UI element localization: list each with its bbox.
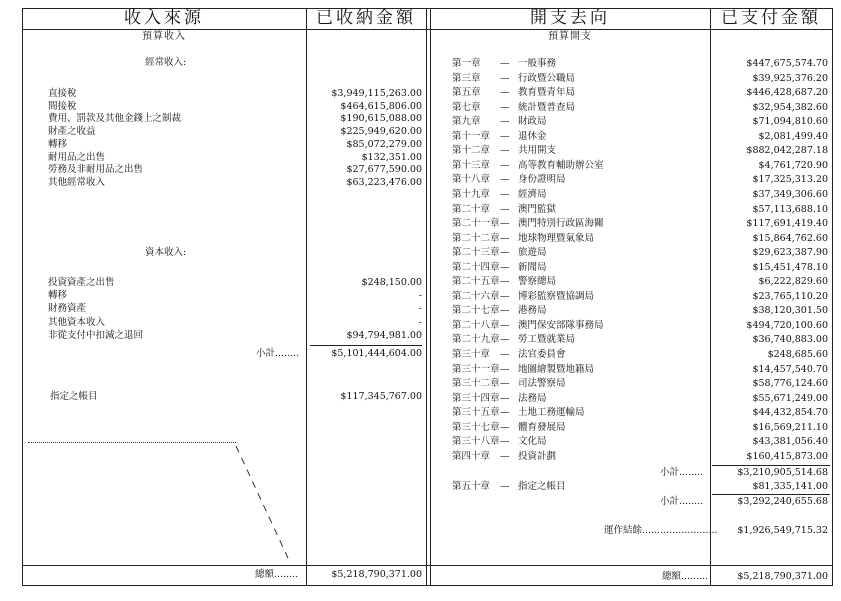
expense-chapter: 第二十章 (452, 203, 491, 215)
expense-chapter: 第二十二章 (452, 232, 500, 244)
expense-label: 文化局 (518, 436, 547, 448)
expense-chapter: 第二十八章 (452, 319, 500, 331)
expense-item: 第三十八章— 文化局 (452, 436, 547, 448)
expense-label: 警察總局 (518, 276, 557, 288)
expense-value: $117,691,419.40 (746, 218, 828, 230)
expense-chapter: 第三十七章 (452, 421, 500, 433)
expense-value: $882,042,287.18 (746, 145, 828, 157)
expense-item: 第五章 — 教育暨青年局 (452, 87, 576, 99)
income-capital-label: 其他資本收入 (48, 316, 106, 328)
income-capital-label: 轉移 (48, 290, 68, 302)
expense-label: 統計暨普查局 (518, 101, 576, 113)
income-capital-value: - (418, 303, 422, 315)
income-item-value: $225,949,620.00 (340, 126, 422, 138)
expense-value: $15,864,762.60 (752, 232, 828, 244)
header-expense-destination: 開支去向 (530, 8, 610, 28)
expense-subtotal2-rule (712, 494, 830, 495)
expense-item: 第一章 — 一般事務 (452, 58, 557, 69)
expense-label: 一般事務 (518, 58, 557, 69)
income-item-value: $464,615,806.00 (340, 100, 422, 112)
expense-label: 身份證明局 (518, 174, 566, 186)
expense-item: 第三十七章— 體育發展局 (452, 421, 566, 433)
expense-item: 第二十八章— 澳門保安部隊事務局 (452, 319, 604, 331)
income-item-label: 耐用品之出售 (48, 151, 106, 163)
income-item-label: 財產之收益 (48, 126, 96, 138)
expense-label: 行政暨公職局 (518, 72, 576, 84)
income-capital-value: - (418, 316, 422, 328)
income-item-label: 直接稅 (48, 88, 77, 99)
expense-label: 勞工暨就業局 (518, 334, 576, 346)
income-current-title: 經常收入: (145, 57, 187, 68)
expense-subtotal2-label: 小計........ (660, 496, 704, 507)
expense-label: 退休金 (518, 130, 547, 142)
expense-item: 第三十二章— 司法警察局 (452, 378, 566, 390)
income-dashed-slash (232, 444, 294, 562)
expense-chapter: 第三十五章 (452, 407, 500, 419)
expense-item: 第十二章 — 共用開支 (452, 145, 557, 157)
header-received: 已收納金額 (316, 8, 416, 28)
expense-value: $29,623,387.90 (752, 247, 828, 259)
expense-designated-chapter: 第五十章 (452, 481, 491, 492)
expense-value: $6,222,829.60 (758, 276, 828, 288)
expense-value: $43,381,056.40 (752, 436, 828, 448)
expense-label: 地圖繪製暨地籍局 (518, 363, 595, 375)
expense-label: 港務局 (518, 305, 547, 317)
expense-subtotal1-rule (712, 465, 830, 466)
expense-value: $23,765,110.20 (752, 290, 828, 302)
income-item-label: 轉移 (48, 138, 68, 150)
expense-value: $39,925,376.20 (752, 72, 828, 84)
expense-item: 第二十二章— 地球物理暨氣象局 (452, 232, 595, 244)
income-item-value: $3,949,115,263.00 (331, 88, 422, 99)
expense-chapter: 第二十七章 (452, 305, 500, 317)
expense-label: 旅遊局 (518, 247, 547, 259)
expense-subtotal2-label-text: 小計 (660, 496, 680, 507)
expense-chapter: 第三十一章 (452, 363, 500, 375)
income-total-label-text: 總額 (255, 569, 275, 580)
expense-chapter: 第二十六章 (452, 290, 500, 302)
income-item-value: $63,223,476.00 (346, 176, 422, 188)
expense-item: 第三十一章— 地圖繪製暨地籍局 (452, 363, 595, 375)
expense-value: $4,761,720.90 (758, 159, 828, 171)
expense-value: $14,457,540.70 (752, 363, 828, 375)
expense-chapter: 第二十五章 (452, 276, 500, 288)
expense-chapter: 第十二章 (452, 145, 491, 157)
expense-label: 澳門監獄 (518, 203, 557, 215)
expense-value: $32,954,382.60 (752, 101, 828, 113)
income-capital-label: 財務資產 (48, 303, 87, 315)
income-designated-value: $117,345,767.00 (340, 391, 422, 402)
expense-label: 博彩監察暨協調局 (518, 290, 595, 302)
expense-value: $57,113,688.10 (752, 203, 828, 215)
expense-label: 地球物理暨氣象局 (518, 232, 595, 244)
expense-value: $55,671,249.00 (752, 392, 828, 404)
expense-subtotal1-label: 小計........ (660, 467, 704, 478)
column-divider-middle-b (430, 8, 431, 586)
expense-item: 第二十章 — 澳門監獄 (452, 203, 557, 215)
income-item-value: $85,072,279.00 (346, 138, 422, 150)
expense-value: $37,349,306.60 (752, 188, 828, 200)
expense-item: 第四十章 — 投資計劃 (452, 450, 557, 462)
income-capital-title: 資本收入: (145, 247, 187, 258)
expense-chapter: 第九章 (452, 116, 481, 128)
expense-label: 體育發展局 (518, 421, 566, 433)
expense-item: 第十一章 — 退休金 (452, 130, 547, 142)
expense-label: 共用開支 (518, 145, 557, 157)
expense-chapter: 第三十章 (452, 349, 491, 360)
header-paid: 已支付金額 (721, 8, 821, 28)
expense-item: 第二十一章— 澳門特別行政區海關 (452, 218, 604, 230)
income-item-label: 其他經常收入 (48, 176, 106, 188)
expense-value: $17,325,313.20 (752, 174, 828, 186)
right-border (832, 8, 833, 586)
income-subtotal-value: $5,101,444,604.00 (331, 348, 422, 359)
expense-value: $2,081,499.40 (758, 130, 828, 142)
expense-chapter: 第一章 (452, 58, 481, 69)
expense-value: $16,569,211.10 (752, 421, 828, 433)
expense-chapter: 第五章 (452, 87, 481, 99)
expense-label: 高等教育輔助辦公室 (518, 159, 604, 171)
expense-label: 土地工務運輸局 (518, 407, 585, 419)
expense-value: $447,675,574.70 (746, 58, 828, 69)
expense-label: 澳門保安部隊事務局 (518, 319, 604, 331)
expense-designated-row: 第五十章 — 指定之帳目 (452, 481, 566, 492)
income-capital-value: $94,794,981.00 (346, 329, 422, 341)
expense-value: $494,720,100.60 (746, 319, 828, 331)
expense-value: $446,428,687.20 (746, 87, 828, 99)
expense-chapter: 第二十一章 (452, 218, 500, 230)
expense-value: $71,094,810.60 (752, 116, 828, 128)
expense-value: $44,432,854.70 (752, 407, 828, 419)
expense-total-label: 總額......... (662, 571, 709, 582)
expense-chapter: 第三章 (452, 72, 481, 84)
expense-label: 澳門特別行政區海關 (518, 218, 604, 230)
expense-item: 第十八章 — 身份證明局 (452, 174, 566, 186)
income-capital-label: 投資資產之出售 (48, 277, 115, 288)
expense-chapter: 第二十四章 (452, 261, 500, 273)
expense-item: 第十九章 — 經濟局 (452, 188, 547, 200)
expense-chapter: 第十三章 (452, 159, 491, 171)
expense-balance-label-text: 運作結餘 (604, 525, 643, 536)
expense-value: $248,685.60 (767, 349, 828, 360)
expense-label: 法務局 (518, 392, 547, 404)
income-item-label: 間接稅 (48, 100, 77, 112)
expense-chapter: 第七章 (452, 101, 481, 113)
expense-subtotal1-value: $3,210,905,514.68 (737, 467, 828, 478)
expense-chapter: 第三十八章 (452, 436, 500, 448)
footer-bottom-line (22, 585, 833, 586)
expense-label: 投資計劃 (518, 450, 557, 462)
expense-chapter: 第四十章 (452, 450, 491, 462)
income-subtotal-label: 小計........ (256, 348, 300, 359)
expense-chapter: 第十九章 (452, 188, 491, 200)
expense-chapter: 第三十二章 (452, 378, 500, 390)
income-subtotal-rule (310, 345, 422, 346)
expense-chapter: 第十一章 (452, 130, 491, 142)
expense-label: 財政局 (518, 116, 547, 128)
expense-total-label-text: 總額 (662, 571, 682, 582)
expense-item: 第三十章 — 法官委員會 (452, 349, 566, 360)
expense-item: 第十三章 — 高等教育輔助辦公室 (452, 159, 604, 171)
expense-label: 教育暨青年局 (518, 87, 576, 99)
expense-item: 第三十四章— 法務局 (452, 392, 547, 404)
expense-subtotal1-label-text: 小計 (660, 467, 680, 478)
expense-balance-label: 運作結餘......................... (604, 525, 718, 536)
left-border (22, 8, 23, 586)
expense-item: 第二十三章— 旅遊局 (452, 247, 547, 259)
expense-item: 第二十四章— 新聞局 (452, 261, 547, 273)
expense-total-value: $5,218,790,371.00 (737, 571, 828, 582)
income-item-value: $190,615,088.00 (340, 113, 422, 125)
expense-chapter: 第三十四章 (452, 392, 500, 404)
column-divider-middle-a (426, 8, 427, 586)
expense-label: 經濟局 (518, 188, 547, 200)
expense-item: 第三章 — 行政暨公職局 (452, 72, 576, 84)
expense-value: $58,776,124.60 (752, 378, 828, 390)
header-income-source: 收入來源 (124, 8, 204, 28)
income-item-value: $27,677,590.00 (346, 164, 422, 176)
expense-subtotal2-value: $3,292,240,655.68 (737, 496, 828, 507)
expense-value: $38,120,301.50 (752, 305, 828, 317)
expense-label: 司法警察局 (518, 378, 566, 390)
expense-chapter: 第二十九章 (452, 334, 500, 346)
expense-item: 第九章 — 財政局 (452, 116, 547, 128)
income-item-label: 費用、罰款及其他金錢上之制裁 (48, 113, 182, 125)
income-item-label: 勞務及非耐用品之出售 (48, 164, 144, 176)
footer-top-line (22, 565, 833, 566)
expense-item: 第三十五章— 土地工務運輸局 (452, 407, 585, 419)
income-total-label: 總額........ (255, 569, 299, 580)
expense-designated-value: $81,335,141.00 (752, 481, 828, 492)
income-capital-value: - (418, 290, 422, 302)
expense-value: $160,415,873.00 (746, 450, 828, 462)
income-total-value: $5,218,790,371.00 (331, 569, 422, 580)
expense-item: 第二十九章— 勞工暨就業局 (452, 334, 576, 346)
expense-chapter: 第十八章 (452, 174, 491, 186)
expense-balance-value: $1,926,549,715.32 (737, 525, 828, 536)
income-dotted-rule (28, 442, 236, 443)
expense-chapter: 第二十三章 (452, 247, 500, 259)
expense-label: 新聞局 (518, 261, 547, 273)
expense-item: 第七章 — 統計暨普查局 (452, 101, 576, 113)
income-capital-value: $248,150.00 (361, 277, 422, 288)
income-item-value: $132,351.00 (361, 151, 422, 163)
expense-designated-label: 指定之帳目 (518, 481, 566, 492)
expense-value: $36,740,883.00 (752, 334, 828, 346)
expense-item: 第二十六章— 博彩監察暨協調局 (452, 290, 595, 302)
income-designated-label: 指定之帳目 (50, 391, 98, 402)
income-subtotal-label-text: 小計 (256, 348, 276, 359)
subheader-budget-expense: 預算開支 (548, 31, 592, 42)
expense-value: $15,451,478.10 (752, 261, 828, 273)
expense-item: 第二十七章— 港務局 (452, 305, 547, 317)
header-bottom-line (22, 29, 833, 30)
subheader-budget-income: 預算收入 (142, 31, 186, 42)
income-capital-label: 非從支付中扣減之退回 (48, 329, 144, 341)
expense-item: 第二十五章— 警察總局 (452, 276, 557, 288)
expense-label: 法官委員會 (518, 349, 566, 360)
